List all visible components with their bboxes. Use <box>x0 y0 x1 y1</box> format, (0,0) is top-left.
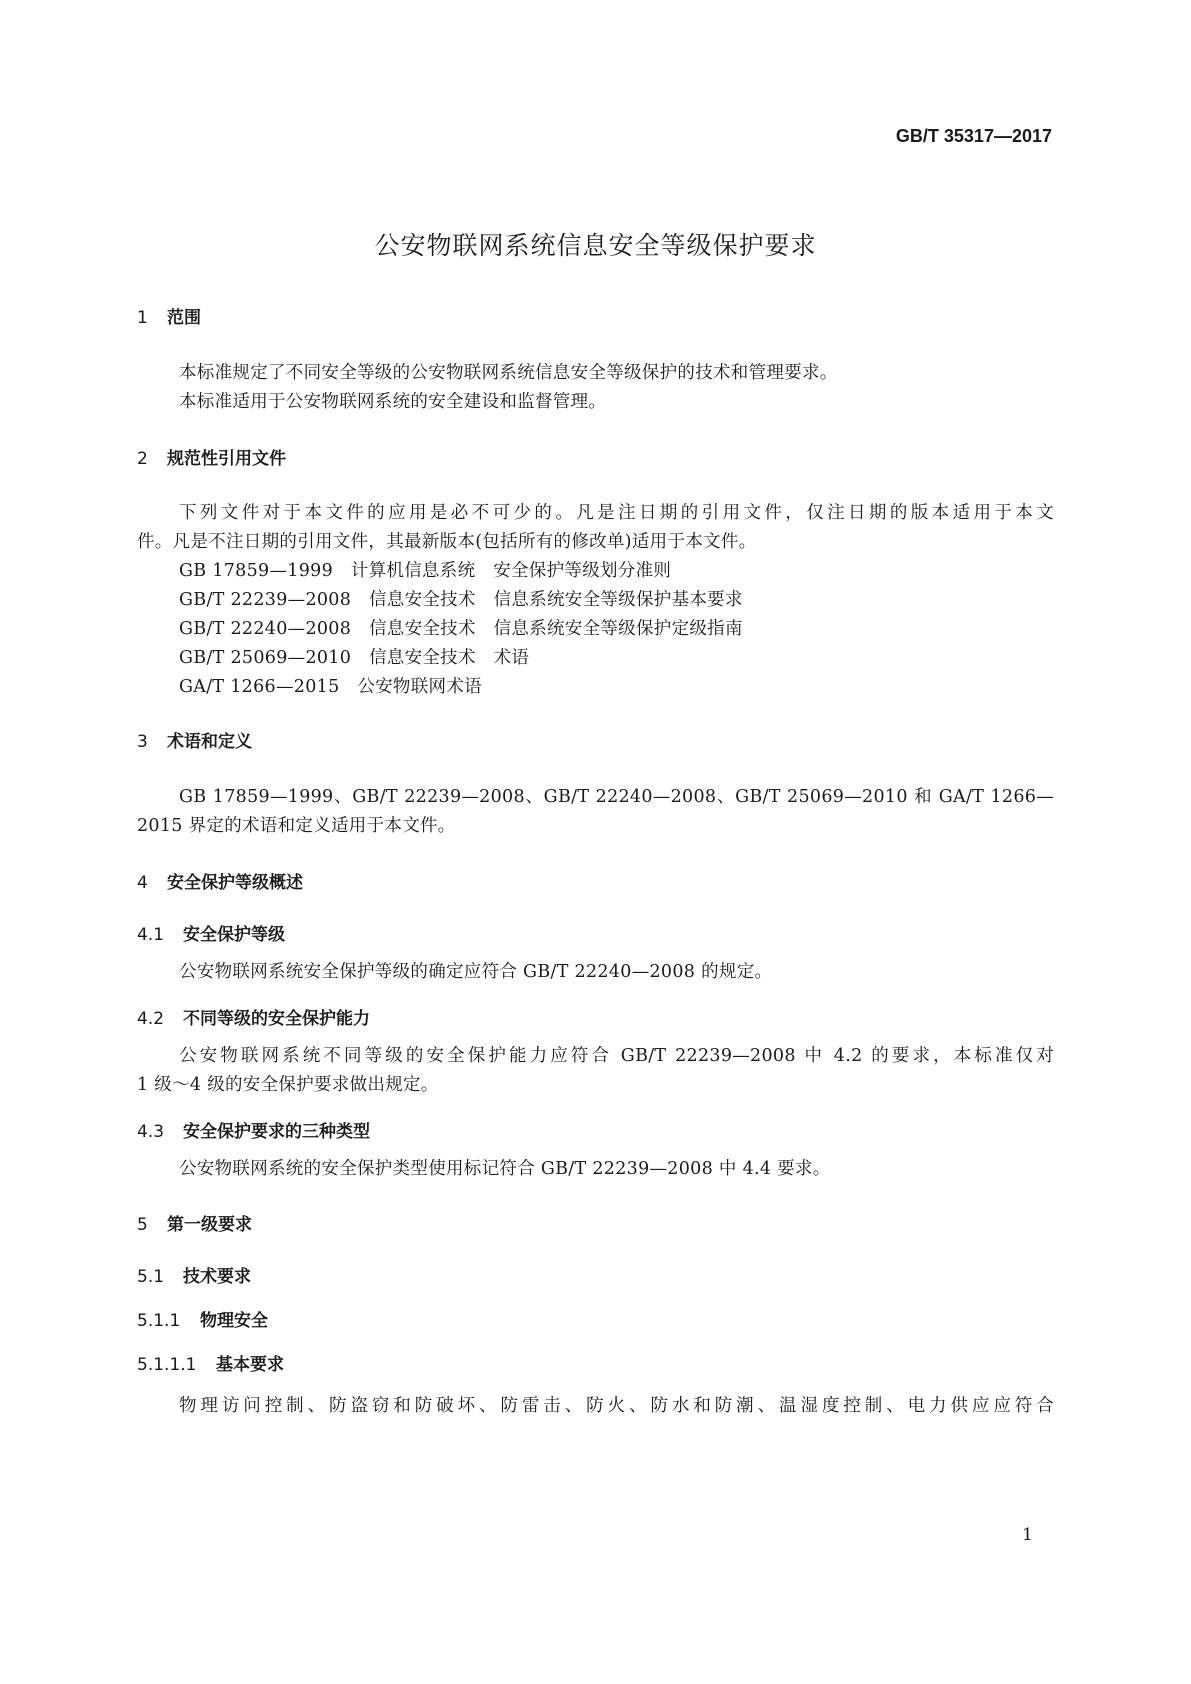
section-number: 2 <box>137 449 148 469</box>
page-number: 1 <box>1022 1525 1033 1545</box>
section-title: 不同等级的安全保护能力 <box>183 1009 370 1029</box>
section-number: 5.1.1.1 <box>137 1355 197 1375</box>
section-number: 3 <box>137 732 148 752</box>
section-number: 4.2 <box>137 1009 165 1029</box>
section-number: 4.1 <box>137 925 165 945</box>
section-number: 5.1.1 <box>137 1311 181 1331</box>
section-5-1-1-heading <box>137 1306 268 1331</box>
section-1-heading <box>137 303 201 328</box>
reference-item: GB/T 22239—2008 信息安全技术 信息系统安全等级保护基本要求 <box>179 590 743 610</box>
section-number: 1 <box>137 308 148 328</box>
document-title: 公安物联网系统信息安全等级保护要求 <box>374 231 817 260</box>
section-3-heading <box>137 727 252 752</box>
section-title: 范围 <box>167 308 201 328</box>
section-number: 4 <box>137 873 148 893</box>
section-title: 安全保护等级 <box>183 925 285 945</box>
section-title: 术语和定义 <box>167 732 252 752</box>
paragraph: 公安物联网系统的安全保护类型使用标记符合 GB/T 22239—2008 中 4.4 要求。 <box>179 1159 831 1179</box>
section-2-heading <box>137 444 286 469</box>
section-5-1-1-1-heading <box>137 1350 284 1375</box>
paragraph: 2015 界定的术语和定义适用于本文件。 <box>137 816 456 836</box>
section-title: 技术要求 <box>183 1267 251 1287</box>
section-number: 4.3 <box>137 1122 165 1142</box>
paragraph: 1 级～4 级的安全保护要求做出规定。 <box>137 1075 439 1095</box>
reference-item: GB 17859—1999 计算机信息系统 安全保护等级划分准则 <box>179 561 672 581</box>
paragraph: 件。凡是不注日期的引用文件，其最新版本(包括所有的修改单)适用于本文件。 <box>137 532 757 552</box>
section-title: 安全保护要求的三种类型 <box>183 1122 370 1142</box>
section-number: 5 <box>137 1215 148 1235</box>
reference-item: GA/T 1266—2015 公安物联网术语 <box>179 677 482 697</box>
paragraph: 物理访问控制、防盗窃和防破坏、防雷击、防火、防水和防潮、温湿度控制、电力供应应符合 <box>179 1396 1054 1416</box>
section-title: 第一级要求 <box>167 1215 252 1235</box>
reference-item: GB/T 22240—2008 信息安全技术 信息系统安全等级保护定级指南 <box>179 619 743 639</box>
section-5-heading <box>137 1210 252 1235</box>
reference-item: GB/T 25069—2010 信息安全技术 术语 <box>179 648 530 668</box>
section-4-heading <box>137 868 303 893</box>
section-title: 物理安全 <box>200 1311 268 1331</box>
standard-code: GB/T 35317—2017 <box>895 126 1052 146</box>
section-5-1-heading <box>137 1262 251 1287</box>
section-4-2-heading <box>137 1004 370 1029</box>
section-title: 基本要求 <box>216 1355 284 1375</box>
paragraph: 本标准规定了不同安全等级的公安物联网系统信息安全等级保护的技术和管理要求。 <box>179 363 838 383</box>
paragraph: 公安物联网系统不同等级的安全保护能力应符合 GB/T 22239—2008 中 4.2 的要求，本标准仅对 <box>179 1046 1054 1066</box>
paragraph: 本标准适用于公安物联网系统的安全建设和监督管理。 <box>179 392 607 412</box>
paragraph: GB 17859—1999、GB/T 22239—2008、GB/T 22240—2008、GB/T 25069—2010 和 GA/T 1266— <box>179 787 1054 807</box>
section-title: 规范性引用文件 <box>167 449 286 469</box>
section-4-1-heading <box>137 920 285 945</box>
paragraph: 下列文件对于本文件的应用是必不可少的。凡是注日期的引用文件，仅注日期的版本适用于本文 <box>179 503 1054 523</box>
paragraph: 公安物联网系统安全保护等级的确定应符合 GB/T 22240—2008 的规定。 <box>179 962 773 982</box>
section-number: 5.1 <box>137 1267 165 1287</box>
section-title: 安全保护等级概述 <box>167 873 303 893</box>
section-4-3-heading <box>137 1117 370 1142</box>
